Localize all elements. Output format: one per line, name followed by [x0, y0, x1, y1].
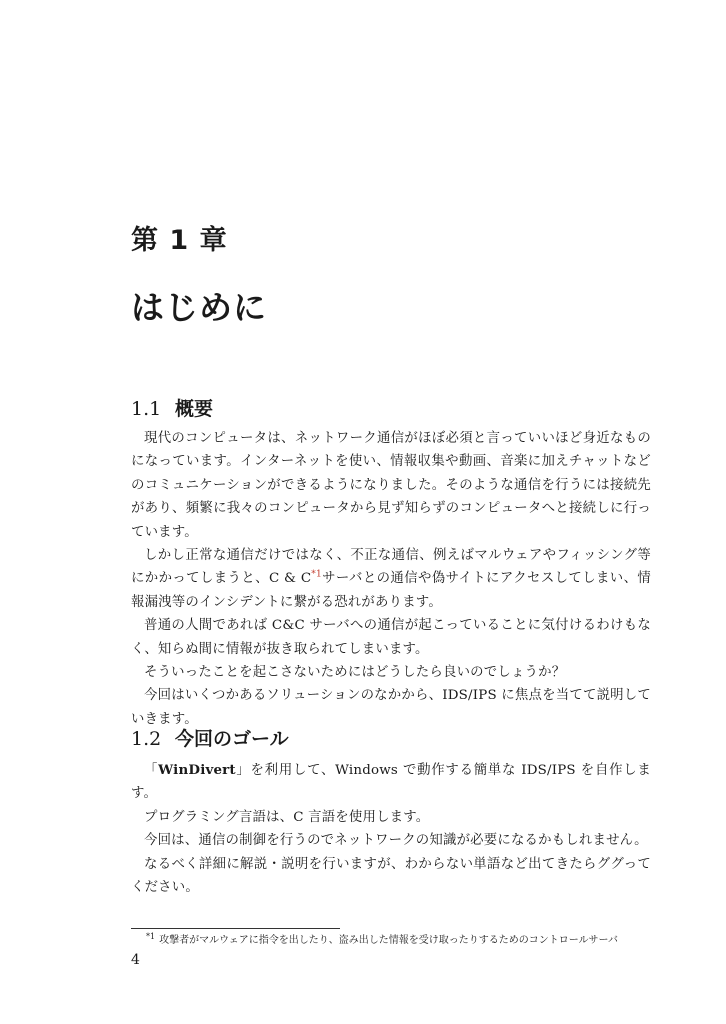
paragraph: 今回はいくつかあるソリューションのなかから、IDS/IPS に焦点を当てて説明していきます。 [131, 688, 651, 727]
paragraph-text: サーバとの通信や偽サイトにアクセスしてしまい、情報漏洩等のインシデントに繋がる恐れがあります。 [131, 571, 651, 610]
footnote-text: 攻撃者がマルウェアに指令を出したり、盗み出した情報を受け取ったりするためのコントロールサーバ [159, 935, 618, 946]
section-body-goal [131, 759, 651, 899]
chapter-title: はじめに [131, 288, 267, 327]
section-heading-overview [131, 394, 213, 421]
section-number: 1.1 [131, 398, 162, 420]
paragraph: 普通の人間であれば C&C サーバへの通信が起こっていることに気付けるわけもなく、知らぬ間に情報が抜き取られてしまいます。 [131, 618, 651, 657]
section-title: 概要 [175, 398, 214, 420]
section-body-overview [131, 427, 651, 731]
paragraph: プログラミング言語は、C 言語を使用します。 [144, 809, 430, 825]
chapter-label: 第 1 章 [131, 225, 228, 256]
paragraph: なるべく詳細に解説・説明を行いますが、わからない単語など出てきたらググってください。 [131, 856, 651, 896]
section-number: 1.2 [131, 728, 162, 750]
paragraph-text: しかし正常な通信だけではなく、不正な通信、例えばマルウェアやフィッシング等にかかってしまうと、C & C [131, 548, 651, 587]
paragraph: そういったことを起こさないためにはどうしたら良いのでしょうか？ [144, 665, 566, 681]
paragraph: 今回は、通信の制御を行うのでネットワークの知識が必要になるかもしれません。 [144, 833, 648, 849]
paragraph: 現代のコンピュータは、ネットワーク通信がほぼ必須と言っていいほど身近なものになっています。インターネットを使い、情報収集や動画、音楽に加えチャットなどのコミュニケーションができるようになりました。そのような通信を行うには接続先があり、頻繁に我々のコンピュータから見ず知らずのコンピュータへと接続しに行っています。 [131, 431, 651, 540]
paragraph [131, 759, 651, 806]
footnote [146, 931, 656, 948]
section-title: 今回のゴール [175, 728, 289, 750]
paragraph-text: 「 [144, 763, 159, 778]
footnote-divider [131, 928, 340, 929]
footnote-mark: *1 [146, 931, 156, 941]
paragraph [131, 544, 651, 614]
emphasized-term: WinDivert [158, 762, 236, 778]
footnote-reference[interactable]: *1 [311, 569, 322, 580]
page-number: 4 [131, 952, 140, 968]
section-heading-goal [131, 724, 289, 751]
paragraph-text: 」を利用して、Windows で動作する簡単な IDS/IPS を自作します。 [131, 763, 651, 802]
